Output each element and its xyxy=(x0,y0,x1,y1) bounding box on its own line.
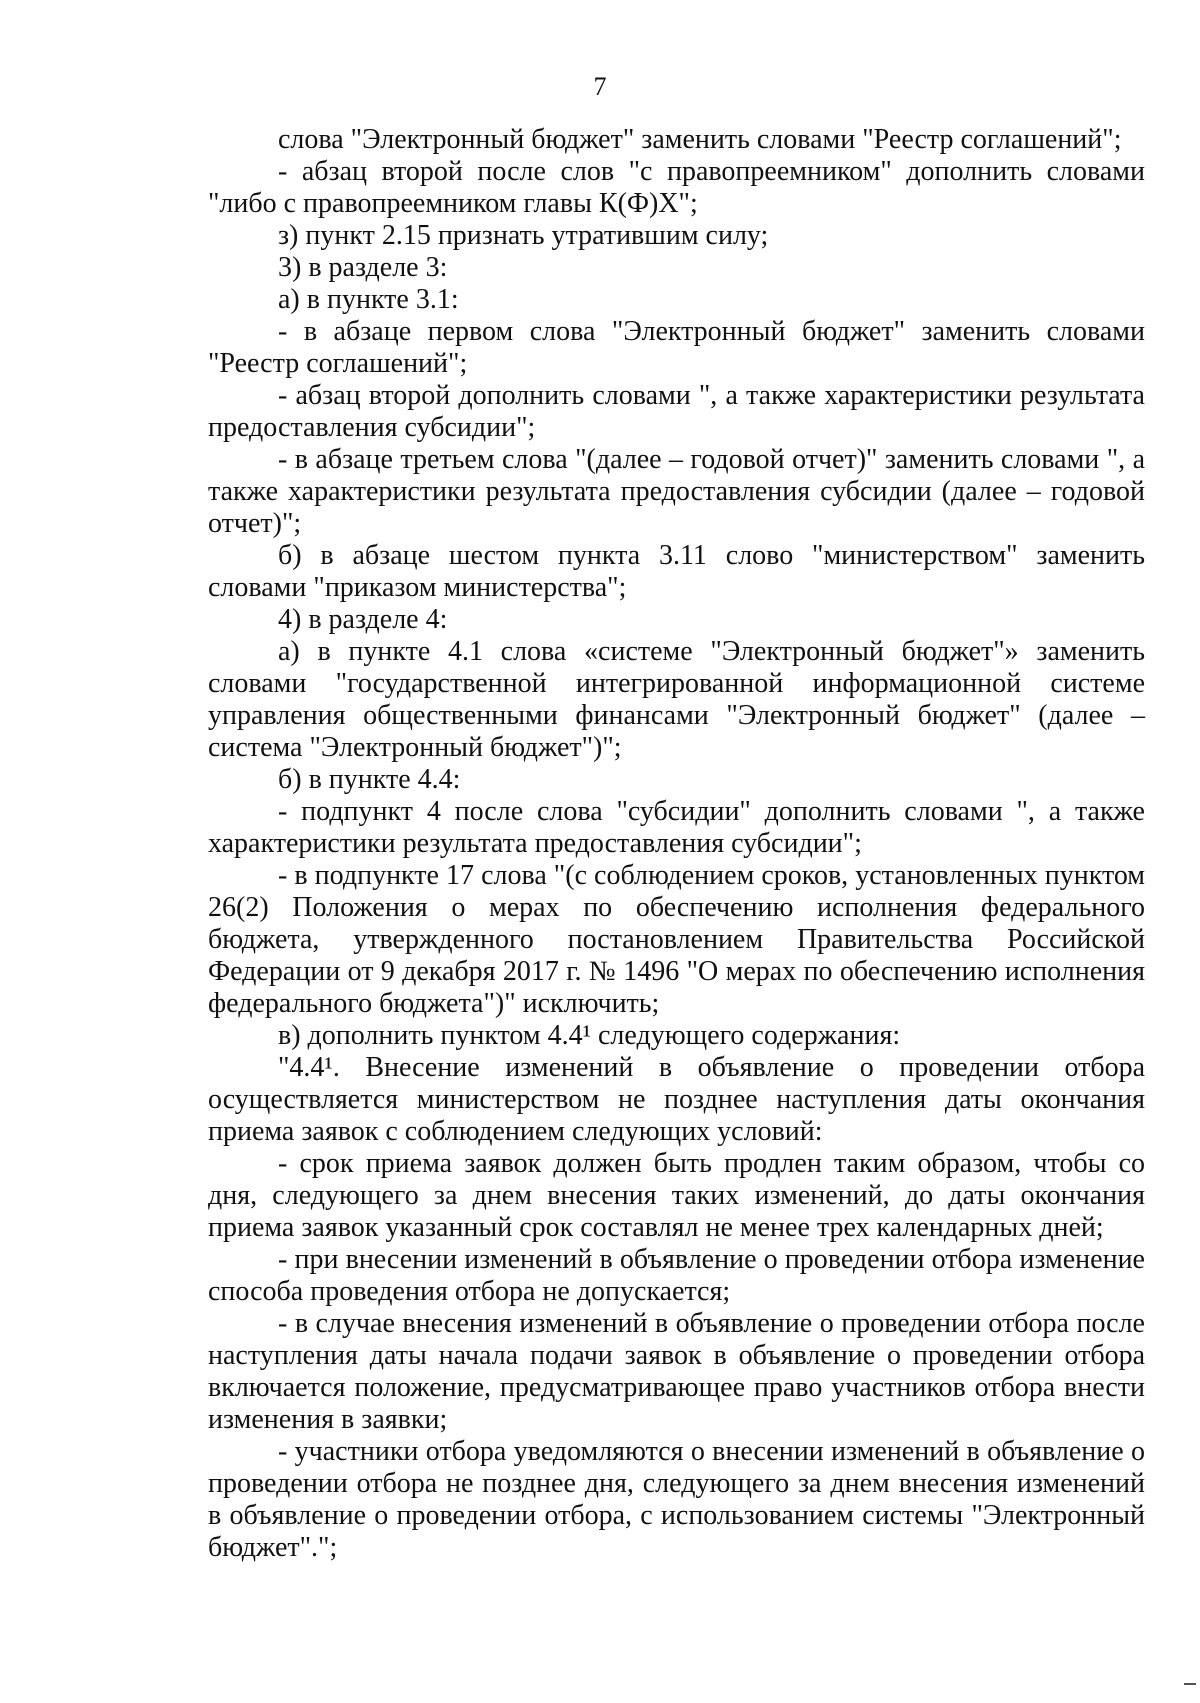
paragraph: слова "Электронный бюджет" заменить словами "Реестр соглашений"; xyxy=(278,124,1122,155)
paragraph: - срок приема заявок должен быть продлен таким образом, чтобы со дня, следующего за днем внесения таких изменений, до даты окончания приема заявок указанный срок составлял не менее трех календарных дней; xyxy=(208,1148,1145,1243)
paragraph: - абзац второй после слов "с правопреемником" дополнить словами "либо с правопреемником главы К(Ф)Х"; xyxy=(208,156,1145,219)
paragraph: - в подпункте 17 слова "(с соблюдением сроков, установленных пунктом 26(2) Положения о мерах по обеспечению исполнения федерального бюджета, утвержденного постановлением Правительства Российской Федерации от 9 декабря 2017 г. № 1496 "О мерах по обеспечению исполнения федерального бюджета")" исключить; xyxy=(208,860,1145,1019)
paragraph: - в абзаце третьем слова "(далее – годовой отчет)" заменить словами ", а также характеристики результата предоставления субсидии (далее – годовой отчет)"; xyxy=(208,444,1145,539)
paragraph: - участники отбора уведомляются о внесении изменений в объявление о проведении отбора не позднее дня, следующего за днем внесения изменений в объявление о проведении отбора, с использованием системы "Электронный бюджет"."; xyxy=(208,1436,1145,1563)
paragraph: 4) в разделе 4: xyxy=(278,604,448,635)
paragraph: а) в пункте 3.1: xyxy=(278,284,459,315)
paragraph: а) в пункте 4.1 слова «системе "Электронный бюджет"» заменить словами "государственной интегрированной информационной системе управления общественными финансами "Электронный бюджет" (далее – система "Электронный бюджет")"; xyxy=(208,636,1145,763)
paragraph: - при внесении изменений в объявление о проведении отбора изменение способа проведения отбора не допускается; xyxy=(208,1244,1145,1307)
paragraph: в) дополнить пунктом 4.4¹ следующего содержания: xyxy=(278,1020,901,1051)
scan-edge-mark xyxy=(1184,1683,1196,1685)
paragraph: - абзац второй дополнить словами ", а также характеристики результата предоставления субсидии"; xyxy=(208,380,1145,443)
paragraph: - подпункт 4 после слова "субсидии" дополнить словами ", а также характеристики результата предоставления субсидии"; xyxy=(208,796,1145,859)
paragraph: "4.4¹. Внесение изменений в объявление о проведении отбора осуществляется министерством не позднее наступления даты окончания приема заявок с соблюдением следующих условий: xyxy=(208,1052,1145,1147)
document-body xyxy=(208,124,1145,1564)
page-number: 7 xyxy=(593,72,607,101)
paragraph: - в случае внесения изменений в объявление о проведении отбора после наступления даты начала подачи заявок в объявление о проведении отбора включается положение, предусматривающее право участников отбора внести изменения в заявки; xyxy=(208,1308,1145,1435)
paragraph: б) в пункте 4.4: xyxy=(278,764,461,795)
paragraph: - в абзаце первом слова "Электронный бюджет" заменить словами "Реестр соглашений"; xyxy=(208,316,1145,379)
paragraph: з) пункт 2.15 признать утратившим силу; xyxy=(278,220,769,251)
paragraph: б) в абзаце шестом пункта 3.11 слово "министерством" заменить словами "приказом министерства"; xyxy=(208,540,1145,603)
paragraph: 3) в разделе 3: xyxy=(278,252,448,283)
